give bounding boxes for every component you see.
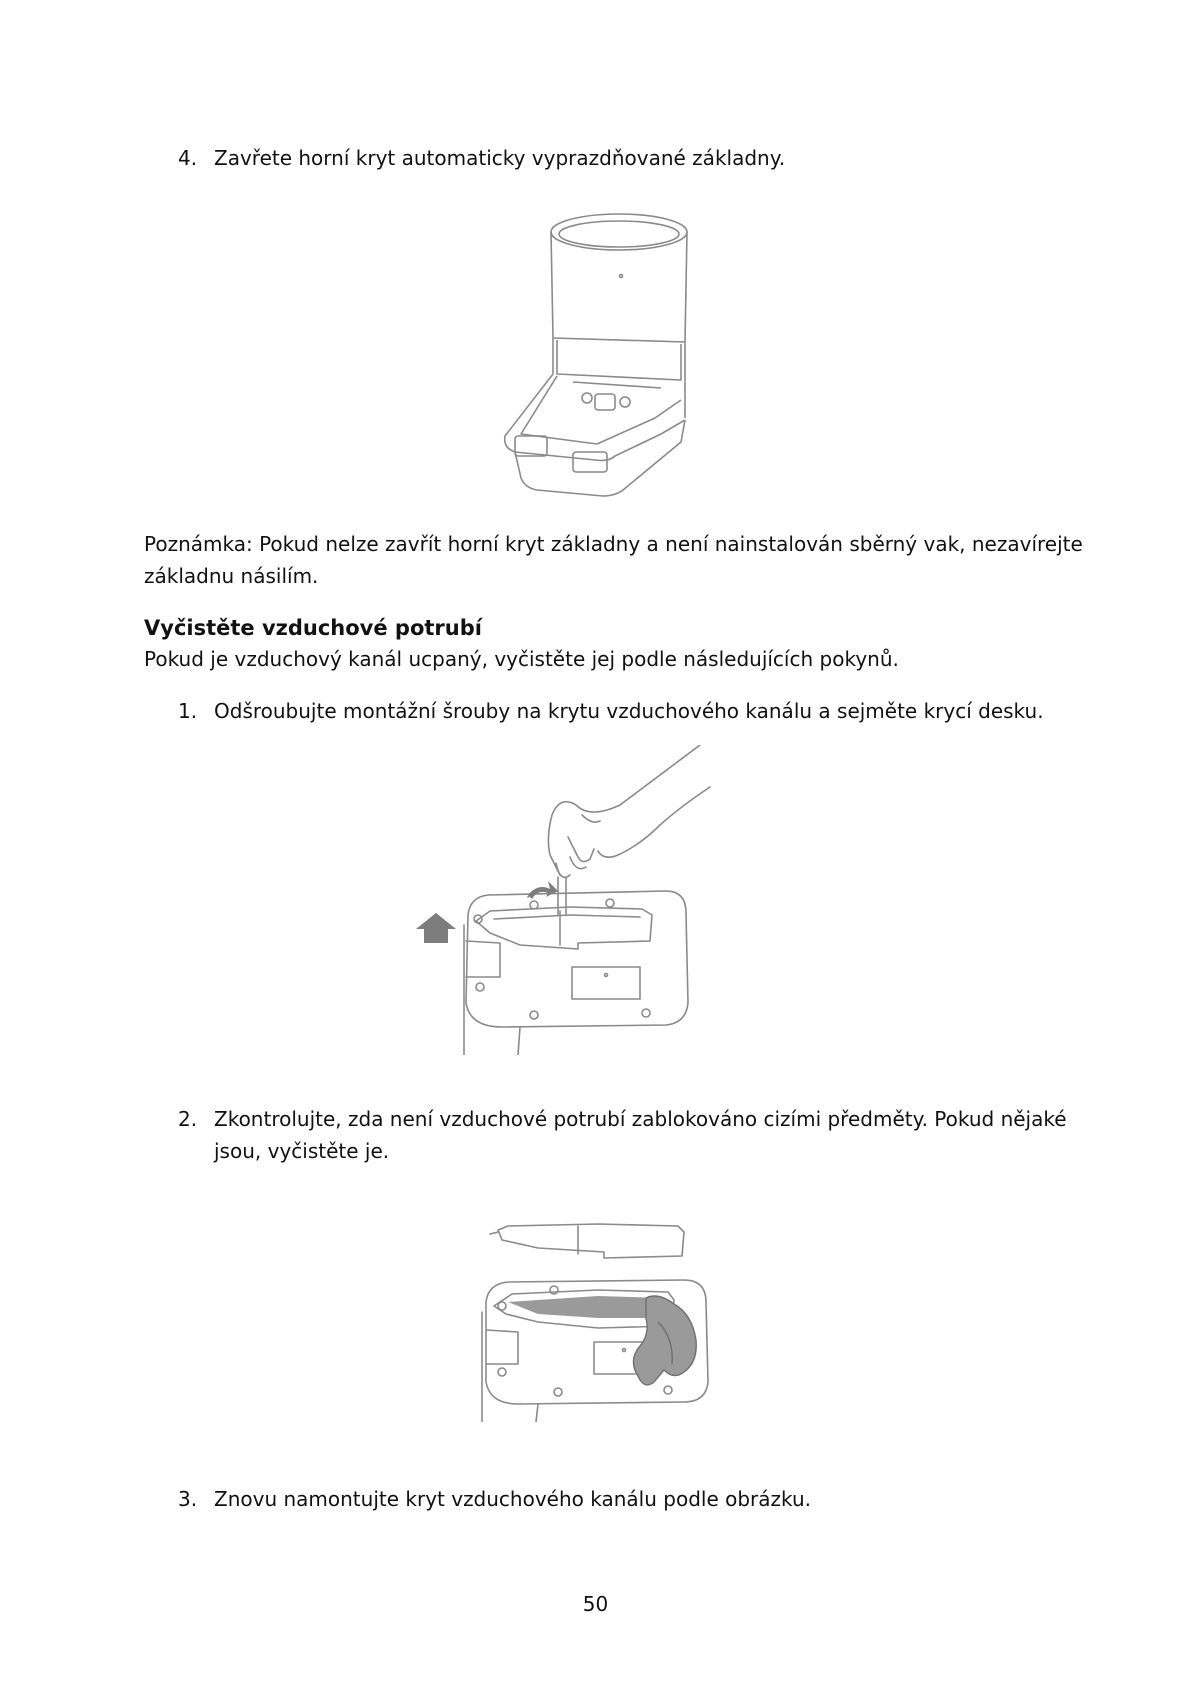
step-2-line-2: jsou, vyčistěte je. xyxy=(214,1139,390,1163)
step-4-text: Zavřete horní kryt automaticky vyprazdňované základny. xyxy=(214,146,786,170)
base-station-drawing xyxy=(485,198,695,498)
clean-duct-illustration xyxy=(478,1222,718,1422)
step-2-line-1: Zkontrolujte, zda není vzduchové potrubí zablokováno cizími předměty. Pokud nějaké xyxy=(214,1107,1067,1131)
base-station-illustration xyxy=(485,198,695,498)
clean-duct-drawing xyxy=(478,1222,718,1422)
step-4-number: 4. xyxy=(178,146,198,170)
step-1-text: Odšroubujte montážní šrouby na krytu vzduchového kanálu a sejměte krycí desku. xyxy=(214,699,1044,723)
note-line-2: základnu násilím. xyxy=(144,564,319,588)
unscrew-cover-illustration xyxy=(410,745,720,1055)
direction-arrow-icon xyxy=(416,913,456,943)
section-heading: Vyčistěte vzduchové potrubí xyxy=(144,616,482,640)
section-intro: Pokud je vzduchový kanál ucpaný, vyčistěte jej podle následujících pokynů. xyxy=(144,647,899,671)
page-number: 50 xyxy=(582,1592,609,1616)
step-2-number: 2. xyxy=(178,1107,198,1131)
note-line-1: Poznámka: Pokud nelze zavřít horní kryt základny a není nainstalován sběrný vak, nezavírejte xyxy=(144,532,1083,556)
step-3-text: Znovu namontujte kryt vzduchového kanálu podle obrázku. xyxy=(214,1487,812,1511)
unscrew-drawing xyxy=(410,745,720,1055)
step-1-number: 1. xyxy=(178,699,198,723)
step-3-number: 3. xyxy=(178,1487,198,1511)
